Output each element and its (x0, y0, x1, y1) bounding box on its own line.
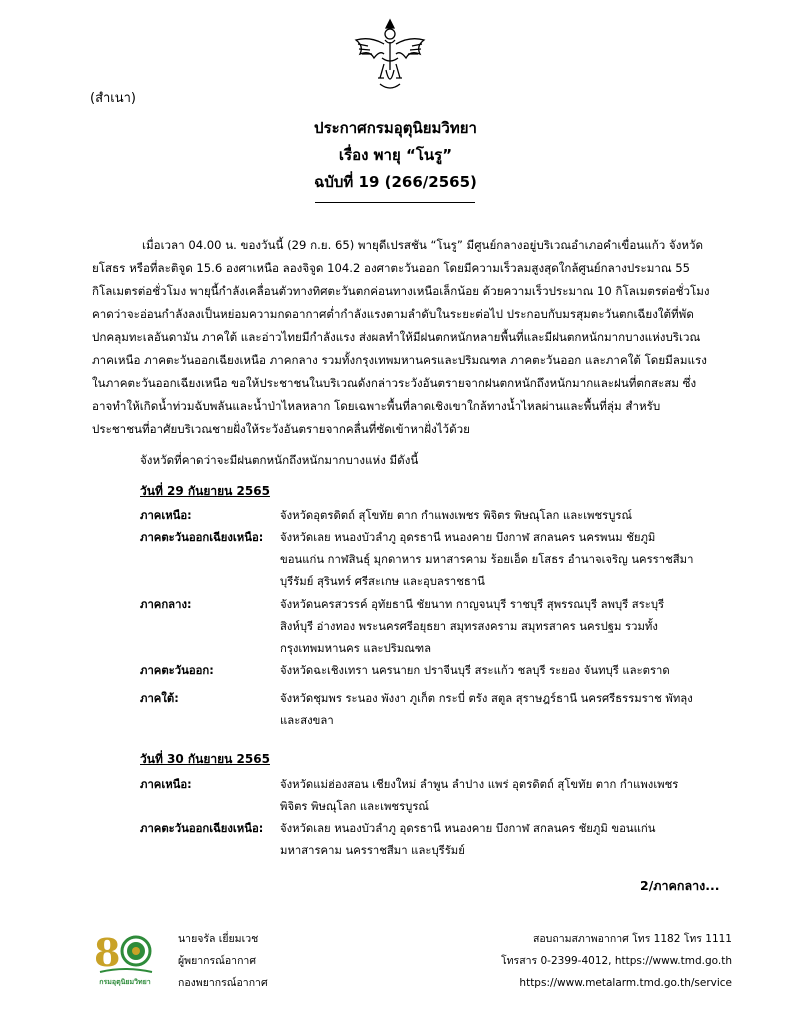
next-page-marker: 2/ภาคกลาง... (640, 878, 720, 893)
document-title: ประกาศกรมอุตุนิยมวิทยา (314, 119, 477, 137)
region-provinces: จังหวัดเลย หนองบัวลำภู อุดรธานี หนองคาย บึงกาฬ สกลนคร นครพนม ชัยภูมิ ขอนแก่น กาฬสินธุ์ มุกดาหาร มหาสารคาม ร้อยเอ็ด ยโสธร อำนาจเจริญ นครราชสีมา บุรีรัมย์ สุรินทร์ ศรีสะเกษ และอุบลราชธานี (280, 531, 694, 588)
contact-phone: สอบถามสภาพอากาศ โทร 1182 โทร 1111 (532, 933, 732, 945)
tmd-logo (90, 922, 160, 992)
contact-block (480, 928, 732, 994)
contact-service-url[interactable]: https://www.metalarm.tmd.go.th/service (519, 977, 732, 989)
forecaster-signature-block (178, 928, 268, 994)
region-label: ภาคตะวันออก: (140, 664, 214, 677)
region-label: ภาคตะวันออกเฉียงเหนือ: (140, 822, 264, 835)
region-label: ภาคเหนือ: (140, 778, 192, 791)
title-underline (315, 202, 475, 203)
logo-caption: กรมอุตุนิยมวิทยา (99, 978, 151, 986)
document-subject: เรื่อง พายุ “โนรู” (338, 146, 453, 164)
announcement-paragraph: เมื่อเวลา 04.00 น. ของวันนี้ (29 ก.ย. 65) พายุดีเปรสชัน “โนรู” มีศูนย์กลางอยู่บริเวณอำเภอคำเขื่อนแก้ว จังหวัดยโสธร หรือที่ละติจูด 15.6 องศาเหนือ ลองจิจูด 104.2 องศาตะวันออก โดยมีความเร็วลมสูงสุดใกล้ศูนย์กลางประมาณ 55 กิโลเมตรต่อชั่วโมง พายุนี้กำลังเคลื่อนตัวทางทิศตะวันตกค่อนทางเหนือเล็กน้อย ด้วยความเร็วประมาณ 10 กิโลเมตรต่อชั่วโมง คาดว่าจะอ่อนกำลังลงเป็นหย่อมความกดอากาศต่ำกำลังแรงตามลำดับในระยะต่อไป ประกอบกับมรสุมตะวันตกเฉียงใต้ที่พัดปกคลุมทะเลอันดามัน ภาคใต้ และอ่าวไทยมีกำลังแรง ส่งผลทำให้มีฝนตกหนักหลายพื้นที่และมีฝนตกหนักมากบางแห่งบริเวณภาคเหนือ ภาคตะวันออกเฉียงเหนือ ภาคกลาง รวมทั้งกรุงเทพมหานครและปริมณฑล ภาคตะวันออก และภาคใต้ โดยมีลมแรงในภาคตะวันออกเฉียงเหนือ ขอให้ประชาชนในบริเวณดังกล่าวระวังอันตรายจากฝนตกหนักถึงหนักมากและฝนที่ตกสะสม ซึ่งอาจทำให้เกิดน้ำท่วมฉับพลันและน้ำป่าไหลหลาก โดยเฉพาะพื้นที่ลาดเชิงเขาใกล้ทางน้ำไหลผ่านและพื้นที่ลุ่ม สำหรับประชาชนที่อาศัยบริเวณชายฝั่งให้ระวังอันตรายจากคลื่นที่ซัดเข้าหาฝั่งไว้ด้วย (92, 238, 710, 436)
region-label: ภาคใต้: (140, 692, 179, 705)
region-provinces: จังหวัดเลย หนองบัวลำภู อุดรธานี หนองคาย บึงกาฬ สกลนคร ชัยภูมิ ขอนแก่น มหาสารคาม นครราชสีมา และบุรีรัมย์ (280, 822, 656, 857)
day1-north-row (140, 505, 700, 527)
copy-label: (สำเนา) (90, 91, 137, 106)
forecaster-division: กองพยากรณ์อากาศ (178, 977, 268, 989)
region-provinces: จังหวัดแม่ฮ่องสอน เชียงใหม่ ลำพูน ลำปาง แพร่ อุตรดิตถ์ สุโขทัย ตาก กำแพงเพชร พิจิตร พิษณุโลก และเพชรบูรณ์ (280, 778, 679, 813)
region-provinces: จังหวัดชุมพร ระนอง พังงา ภูเก็ต กระบี่ ตรัง สตูล สุราษฎร์ธานี นครศรีธรรมราช พัทลุง และสงขลา (280, 692, 693, 727)
announcement-body (92, 234, 710, 441)
province-list-intro: จังหวัดที่คาดว่าจะมีฝนตกหนักถึงหนักมากบางแห่ง มีดังนี้ (140, 453, 419, 467)
day1-south-row (140, 688, 700, 732)
region-label: ภาคตะวันออกเฉียงเหนือ: (140, 531, 264, 544)
garuda-emblem (350, 14, 430, 94)
document-issue-number: ฉบับที่ 19 (266/2565) (314, 173, 477, 191)
forecaster-position: ผู้พยากรณ์อากาศ (178, 955, 256, 967)
day2-heading: วันที่ 30 กันยายน 2565 (140, 752, 270, 766)
region-label: ภาคกลาง: (140, 598, 192, 611)
region-provinces: จังหวัดนครสวรรค์ อุทัยธานี ชัยนาท กาญจนบุรี ราชบุรี สุพรรณบุรี ลพบุรี สระบุรี สิงห์บุรี อ่างทอง พระนครศรีอยุธยา สมุทรสงคราม สมุทรสาคร นครปฐม รวมทั้งกรุงเทพมหานคร และปริมณฑล (280, 598, 665, 655)
forecaster-name: นายจรัล เยี่ยมเวช (178, 933, 259, 945)
day2-north-row (140, 774, 700, 818)
region-provinces: จังหวัดอุตรดิตถ์ สุโขทัย ตาก กำแพงเพชร พิจิตร พิษณุโลก และเพชรบูรณ์ (280, 509, 632, 522)
day1-northeast-row (140, 527, 700, 593)
contact-fax-website[interactable]: โทรสาร 0-2399-4012, https://www.tmd.go.th (501, 955, 732, 967)
day1-east-row (140, 660, 700, 682)
day2-northeast-row (140, 818, 700, 862)
day1-central-row (140, 594, 700, 660)
svg-text:8: 8 (94, 930, 121, 975)
region-provinces: จังหวัดฉะเชิงเทรา นครนายก ปราจีนบุรี สระแก้ว ชลบุรี ระยอง จันทบุรี และตราด (280, 664, 670, 677)
day1-heading: วันที่ 29 กันยายน 2565 (140, 484, 270, 498)
region-label: ภาคเหนือ: (140, 509, 192, 522)
